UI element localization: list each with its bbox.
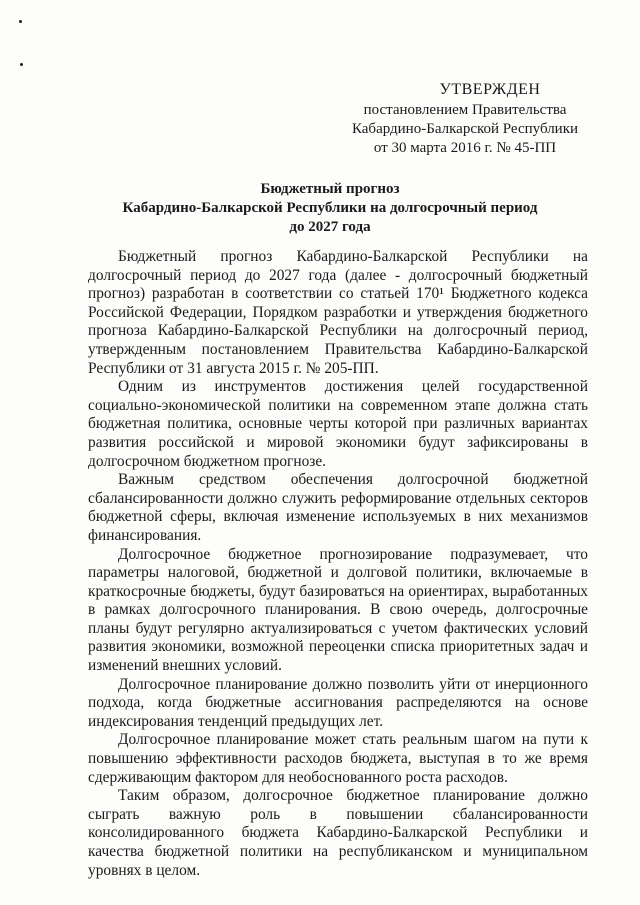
title-line: Кабардино-Балкарской Республики на долгосрочный период [122, 200, 538, 216]
document-body [88, 248, 588, 880]
approval-line: постановлением Правительства [363, 102, 567, 118]
approval-heading: УТВЕРЖДЕН [439, 81, 541, 98]
title-line: Бюджетный прогноз [260, 181, 400, 197]
approval-line: от 30 марта 2016 г. № 45-ПП [373, 140, 557, 156]
approval-line: Кабардино-Балкарской Республики [351, 121, 579, 137]
body-paragraph: Долгосрочное планирование может стать реальным шагом на пути к повышению эффективности расходов бюджета, выступая в то же время сдерживающим фактором для необоснованного роста расходов. [88, 731, 588, 786]
scan-mark [20, 63, 23, 66]
body-paragraph: Одним из инструментов достижения целей государственной социально-экономической политики на современном этапе должна стать бюджетная политика, основные черты которой при различных вариантах развития российской и мировой экономики будут зафиксированы в долгосрочном бюджетном прогнозе. [88, 378, 588, 470]
body-paragraph: Бюджетный прогноз Кабардино-Балкарской Республики на долгосрочный период до 2027 года (далее - долгосрочный бюджетный прогноз) разработан в соответствии со статьей 170¹ Бюджетного кодекса Российской Федерации, Порядком разработки и утверждения бюджетного прогноза Кабардино-Балкарской Республики на долгосрочный период, утвержденным постановлением Правительства Кабардино-Балкарской Республики от 31 августа 2015 г. № 205-ПП. [88, 248, 588, 377]
document-title [80, 180, 580, 237]
body-paragraph: Таким образом, долгосрочное бюджетное планирование должно сыграть важную роль в повышении сбалансированности консолидированного бюджета Кабардино-Балкарской Республики и качества бюджетной политики на республиканском и муниципальном уровнях в целом. [88, 787, 588, 879]
approval-block [330, 80, 600, 158]
body-paragraph: Долгосрочное планирование должно позволить уйти от инерционного подхода, когда бюджетные ассигнования распределяются на основе индексирования тенденций предыдущих лет. [88, 675, 588, 730]
title-line: до 2027 года [289, 219, 371, 235]
body-paragraph: Важным средством обеспечения долгосрочной бюджетной сбалансированности должно служить реформирование отдельных секторов бюджетной сферы, включая изменение используемых в них механизмов финансирования. [88, 471, 588, 544]
scan-mark [19, 20, 22, 23]
body-paragraph: Долгосрочное бюджетное прогнозирование подразумевает, что параметры налоговой, бюджетной и долговой политики, включаемые в краткосрочные бюджеты, будут базироваться на ориентирах, выработанных в рамках долгосрочного планирования. В свою очередь, долгосрочные планы будут регулярно актуализироваться с учетом фактических условий развития экономики, возможной переоценки списка приоритетных задач и изменений внешних условий. [88, 545, 588, 675]
